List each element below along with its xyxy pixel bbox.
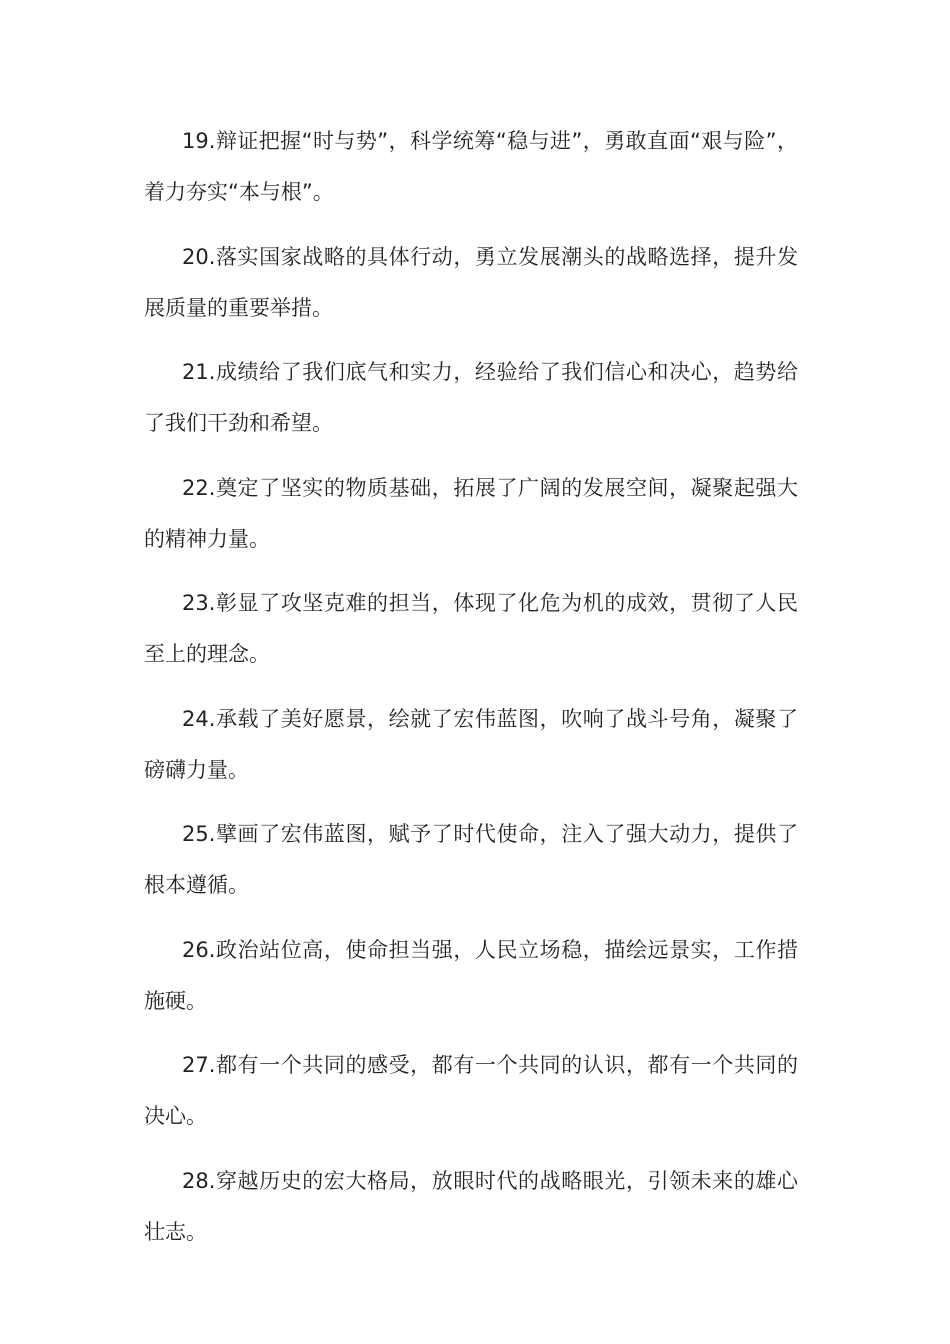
document-body	[144, 116, 798, 1271]
paragraph-26: 26.政治站位高，使命担当强，人民立场稳，描绘远景实，工作措施硬。	[144, 937, 798, 1013]
paragraph-22: 22.奠定了坚实的物质基础，拓展了广阔的发展空间，凝聚起强大的精神力量。	[144, 475, 798, 551]
paragraph-19: 19.辩证把握“时与势”，科学统筹“稳与进”，勇敢直面“艰与险”，着力夯实“本与根”。	[144, 129, 798, 204]
paragraph-25: 25.擘画了宏伟蓝图，赋予了时代使命，注入了强大动力，提供了根本遵循。	[144, 822, 798, 897]
paragraph-28: 28.穿越历史的宏大格局，放眼时代的战略眼光，引领未来的雄心壮志。	[144, 1168, 798, 1244]
paragraph-24: 24.承载了美好愿景，绘就了宏伟蓝图，吹响了战斗号角，凝聚了磅礴力量。	[144, 706, 798, 782]
paragraph-20: 20.落实国家战略的具体行动，勇立发展潮头的战略选择，提升发展质量的重要举措。	[144, 244, 798, 320]
paragraph-27: 27.都有一个共同的感受，都有一个共同的认识，都有一个共同的决心。	[144, 1053, 798, 1128]
paragraph-23: 23.彰显了攻坚克难的担当，体现了化危为机的成效，贯彻了人民至上的理念。	[144, 591, 798, 666]
paragraph-21: 21.成绩给了我们底气和实力，经验给了我们信心和决心，趋势给了我们干劲和希望。	[144, 360, 798, 435]
